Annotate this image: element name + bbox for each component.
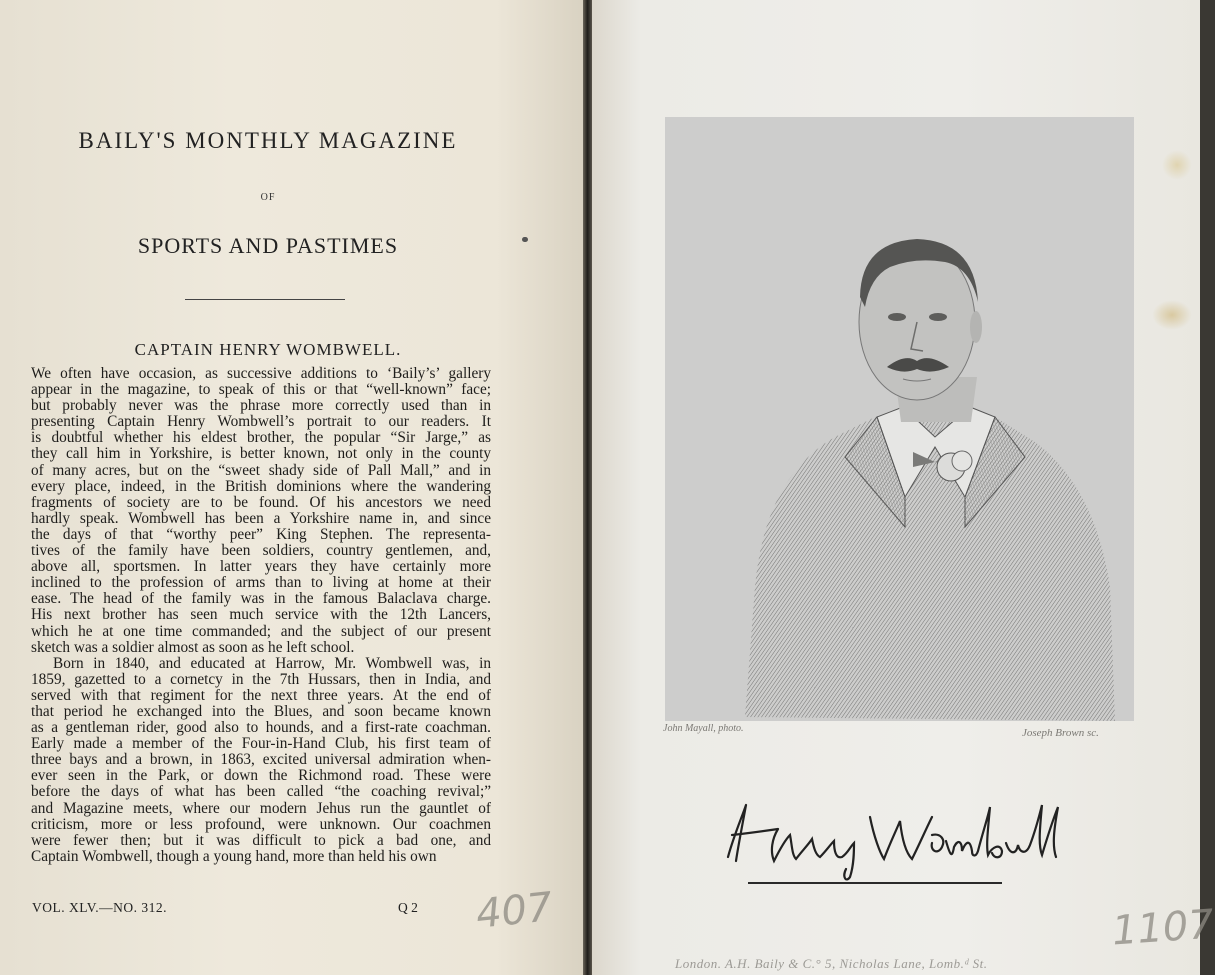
article-line: is doubtful whether his eldest brother, the popular “Sir Jarge,” as — [31, 429, 491, 447]
footer-signature-mark: Q 2 — [398, 900, 418, 915]
pencil-page-number: 1107 — [1110, 901, 1215, 955]
ear — [970, 311, 982, 343]
left-eye — [888, 313, 906, 321]
pencil-page-number: 407 — [473, 884, 555, 938]
engraver-credit: Joseph Brown sc. — [1022, 727, 1099, 739]
article-line: which he at one time commanded; and the subject of our present — [31, 622, 491, 640]
portrait-engraving — [665, 117, 1134, 721]
article-title: CAPTAIN HENRY WOMBWELL. — [134, 340, 402, 359]
article-line: ever seen in the Park, or down the Richmond road. These were — [31, 767, 491, 785]
book-gutter — [583, 0, 592, 975]
footer-volume: VOL. XLV.—NO. 312. — [32, 900, 168, 915]
paper-stain — [1162, 150, 1192, 180]
ink-speck — [522, 237, 528, 242]
signature-rule — [748, 882, 1002, 884]
portrait-plate — [665, 117, 1134, 721]
article-line: hardly speak. Wombwell has been a Yorkshire name in, and since — [31, 509, 491, 527]
article-line: served with that regiment for the next three years. At the end of — [31, 686, 491, 704]
article-line: fragments of society are to be found. Of his ancestors we need — [31, 493, 491, 511]
article-line: and Magazine meets, where our modern Jehus run the gauntlet of — [31, 799, 491, 817]
signature-first-name — [728, 805, 854, 879]
article-line: the days of that “worthy peer” King Stephen. The representa- — [31, 525, 491, 543]
article-line: appear in the magazine, to speak of this or that “well-known” face; — [31, 381, 491, 399]
article-line: criticism, more or less profound, were unknown. Our coachmen — [31, 815, 491, 833]
article-line: that period he exchanged into the Blues, and soon became known — [31, 702, 491, 720]
article-line: they call him in Yorkshire, is better known, not only in the county — [31, 445, 491, 463]
article-line: 1859, gazetted to a cornetcy in the 7th Hussars, then in India, and — [31, 670, 491, 688]
article-line: Captain Wombwell, though a young hand, more than held his own — [31, 847, 437, 865]
article-line: were fewer then; but it was difficult to pick a bad one, and — [31, 831, 491, 849]
article-line: every place, indeed, in the British dominions where the wandering — [31, 477, 491, 495]
article-line: Early made a member of the Four-in-Hand Club, his first team of — [31, 735, 491, 753]
paper-stain — [1152, 300, 1192, 330]
article-line: ease. The head of the family was in the famous Balaclava charge. — [31, 590, 491, 608]
article-line: inclined to the profession of arms than to living at home at their — [31, 574, 491, 592]
magazine-subtitle: SPORTS AND PASTIMES — [137, 233, 399, 258]
article-line: three bays and a brown, in 1863, excited universal admiration when- — [31, 751, 491, 769]
article-line: as a gentleman rider, good also to hounds, and a first-rate coachman. — [31, 719, 491, 737]
magazine-title: BAILY'S MONTHLY MAGAZINE — [78, 128, 458, 153]
photo-credit: John Mayall, photo. — [663, 723, 744, 734]
handwritten-signature — [720, 795, 1080, 885]
signature-surname — [870, 805, 1058, 859]
title-rule — [185, 299, 345, 300]
article-line: We often have occasion, as successive additions to ‘Baily’s’ gallery — [31, 365, 491, 382]
article-line: sketch was a soldier almost as soon as he left school. — [31, 638, 355, 656]
article-line: but probably never was the phrase more correctly used than in — [31, 397, 491, 415]
article-body — [31, 366, 491, 865]
article-line: presenting Captain Henry Wombwell’s portrait to our readers. It — [31, 413, 491, 431]
left-page — [0, 0, 583, 975]
magazine-of: OF — [260, 192, 276, 203]
article-line: before the days of what has been called “the coaching revival;” — [31, 783, 491, 801]
article-line: His next brother has seen much service with the 12th Lancers, — [31, 606, 491, 624]
right-eye — [929, 313, 947, 321]
article-line: tives of the family have been soldiers, country gentlemen, and, — [31, 542, 491, 560]
article-line: above all, sportsmen. In latter years they have certainly more — [31, 558, 491, 576]
publisher-imprint: London. A.H. Baily & C.° 5, Nicholas Lane, Lomb.ᵈ St. — [675, 956, 988, 971]
article-line: Born in 1840, and educated at Harrow, Mr. Wombwell was, in — [53, 654, 491, 672]
article-line: of many acres, but on the “sweet shady side of Pall Mall,” and in — [31, 461, 491, 479]
